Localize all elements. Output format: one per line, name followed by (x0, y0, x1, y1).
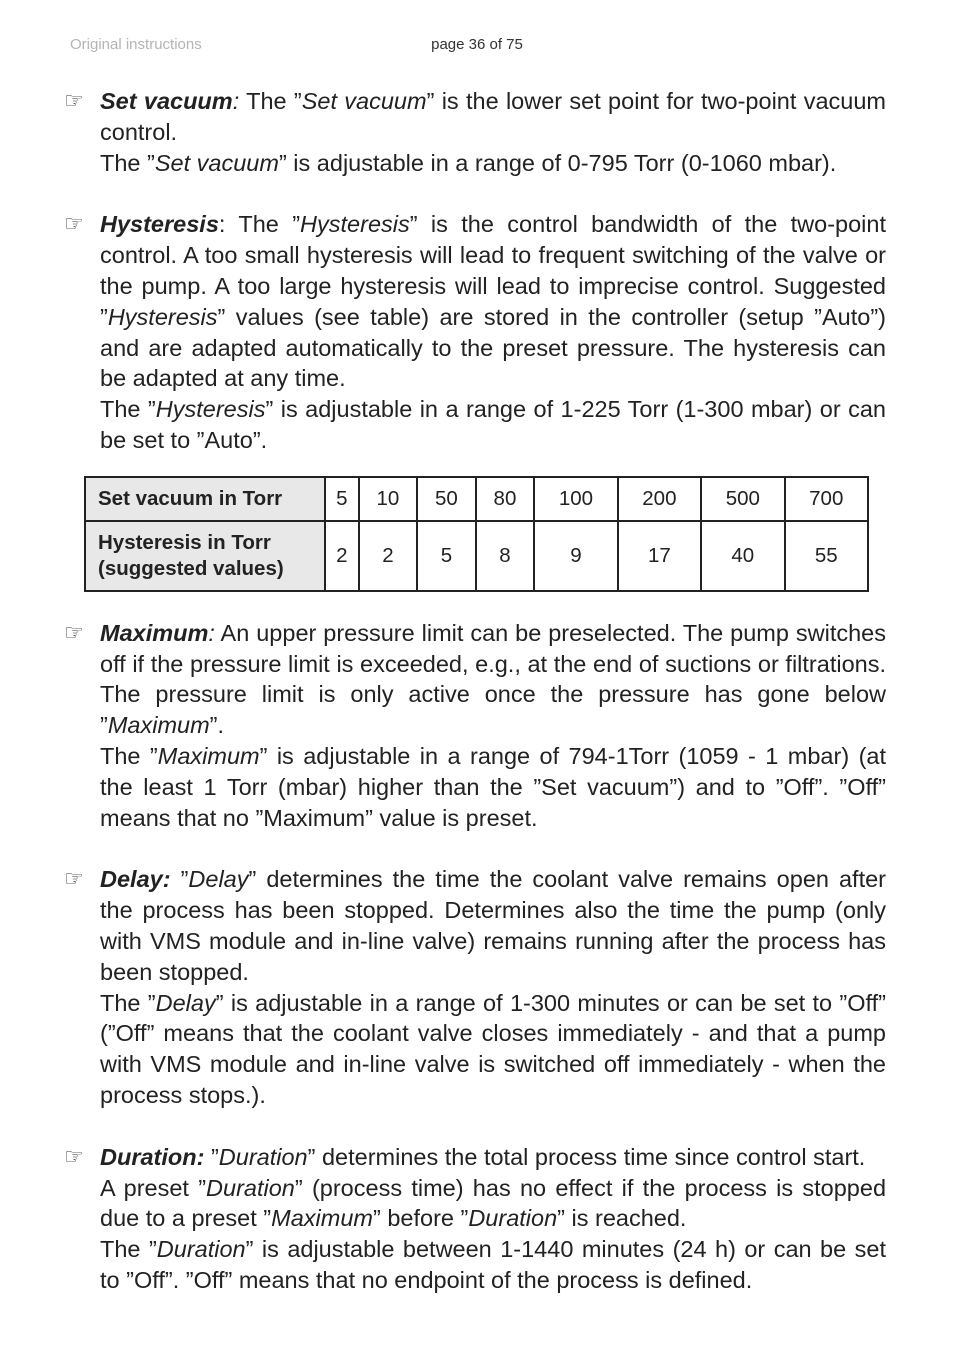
term-hysteresis: Hysteresis (100, 211, 219, 238)
pointing-hand-icon: ☞ (64, 866, 84, 892)
maximum-paragraph-1: Maximum: An upper pressure limit can be preselected. The pump switches off if the pressure limit is exceeded, e.g., at the end of suctions or filtrations. The pressure limit is only active once the pressure has gone below ”Maximum”. (100, 619, 886, 739)
section-set-vacuum (64, 86, 886, 178)
page-number: page 36 of 75 (431, 36, 523, 53)
table-cell: 700 (785, 477, 868, 521)
table-row-set-vacuum (85, 477, 868, 521)
duration-paragraph-1: Duration: ”Duration” determines the total process time since control start. (100, 1143, 866, 1170)
table-cell: 80 (476, 477, 535, 521)
hysteresis-table (84, 476, 869, 592)
table-cell: 2 (359, 521, 418, 591)
section-maximum (64, 618, 886, 834)
duration-paragraph-2: A preset ”Duration” (process time) has no effect if the process is stopped due to a preset ”Maximum” before ”Duration” is reached. (100, 1174, 887, 1232)
term-duration: Duration: (100, 1143, 205, 1170)
hysteresis-paragraph-1: Hysteresis: The ”Hysteresis” is the control bandwidth of the two-point control. A too small hysteresis will lead to frequent switching of the valve or the pump. A too large hysteresis will lead to imprecise control. Suggested ”Hysteresis” values (see table) are stored in the controller (setup ”Auto”) and are adapted automatically to the preset pressure. The hysteresis can be adapted at any time. (100, 211, 887, 392)
maximum-paragraph-2: The ”Maximum” is adjustable in a range of 794-1Torr (1059 - 1 mbar) (at the least 1 Torr (mbar) higher than the ”Set vacuum”) and to ”Off”. ”Off” means that no ”Maximum” value is preset. (100, 742, 886, 831)
header-document-type: Original instructions (70, 36, 202, 53)
table-row-hysteresis (85, 521, 868, 591)
table-cell: 55 (785, 521, 868, 591)
table-cell: 10 (359, 477, 418, 521)
table-cell: 50 (417, 477, 476, 521)
table-header-hysteresis: Hysteresis in Torr (suggested values) (85, 521, 325, 591)
section-duration (64, 1142, 887, 1296)
table-cell: 5 (417, 521, 476, 591)
table-cell: 2 (325, 521, 359, 591)
table-cell: 500 (701, 477, 784, 521)
delay-paragraph-1: Delay: ”Delay” determines the time the coolant valve remains open after the process has been stopped. Determines also the time the pump (only with VMS module and in-line valve) remains running after the process has been stopped. (100, 866, 887, 985)
table-cell: 8 (476, 521, 535, 591)
set-vacuum-paragraph-2: The ”Set vacuum” is adjustable in a range of 0-795 Torr (0-1060 mbar). (100, 149, 837, 176)
term-maximum: Maximum (100, 619, 209, 646)
table-header-set-vacuum: Set vacuum in Torr (85, 477, 325, 521)
term-delay: Delay: (100, 866, 171, 893)
duration-paragraph-3: The ”Duration” is adjustable between 1-1440 minutes (24 h) or can be set to ”Off”. ”Off” means that no endpoint of the process is defined. (100, 1236, 886, 1293)
hysteresis-paragraph-2: The ”Hysteresis” is adjustable in a range of 1-225 Torr (1-300 mbar) or can be set to ”Auto”. (100, 396, 886, 453)
main-content (64, 86, 887, 1296)
pointing-hand-icon: ☞ (64, 619, 84, 645)
delay-paragraph-2: The ”Delay” is adjustable in a range of 1-300 minutes or can be set to ”Off” (”Off” means that the coolant valve closes immediately - and that a pump with VMS module and in-line valve is switched off immediately - when the process stops.). (100, 989, 886, 1108)
term-set-vacuum: Set vacuum (100, 88, 233, 114)
table-cell: 9 (534, 521, 617, 591)
section-hysteresis (64, 209, 887, 455)
table-cell: 100 (534, 477, 617, 521)
table-cell: 17 (618, 521, 701, 591)
section-delay (64, 864, 887, 1110)
table-cell: 5 (325, 477, 359, 521)
pointing-hand-icon: ☞ (64, 1143, 84, 1169)
pointing-hand-icon: ☞ (64, 211, 84, 237)
pointing-hand-icon: ☞ (64, 88, 84, 113)
table-cell: 40 (701, 521, 784, 591)
table-cell: 200 (618, 477, 701, 521)
set-vacuum-paragraph-1: Set vacuum: The ”Set vacuum” is the lower set point for two-point vacuum control. (100, 88, 886, 145)
